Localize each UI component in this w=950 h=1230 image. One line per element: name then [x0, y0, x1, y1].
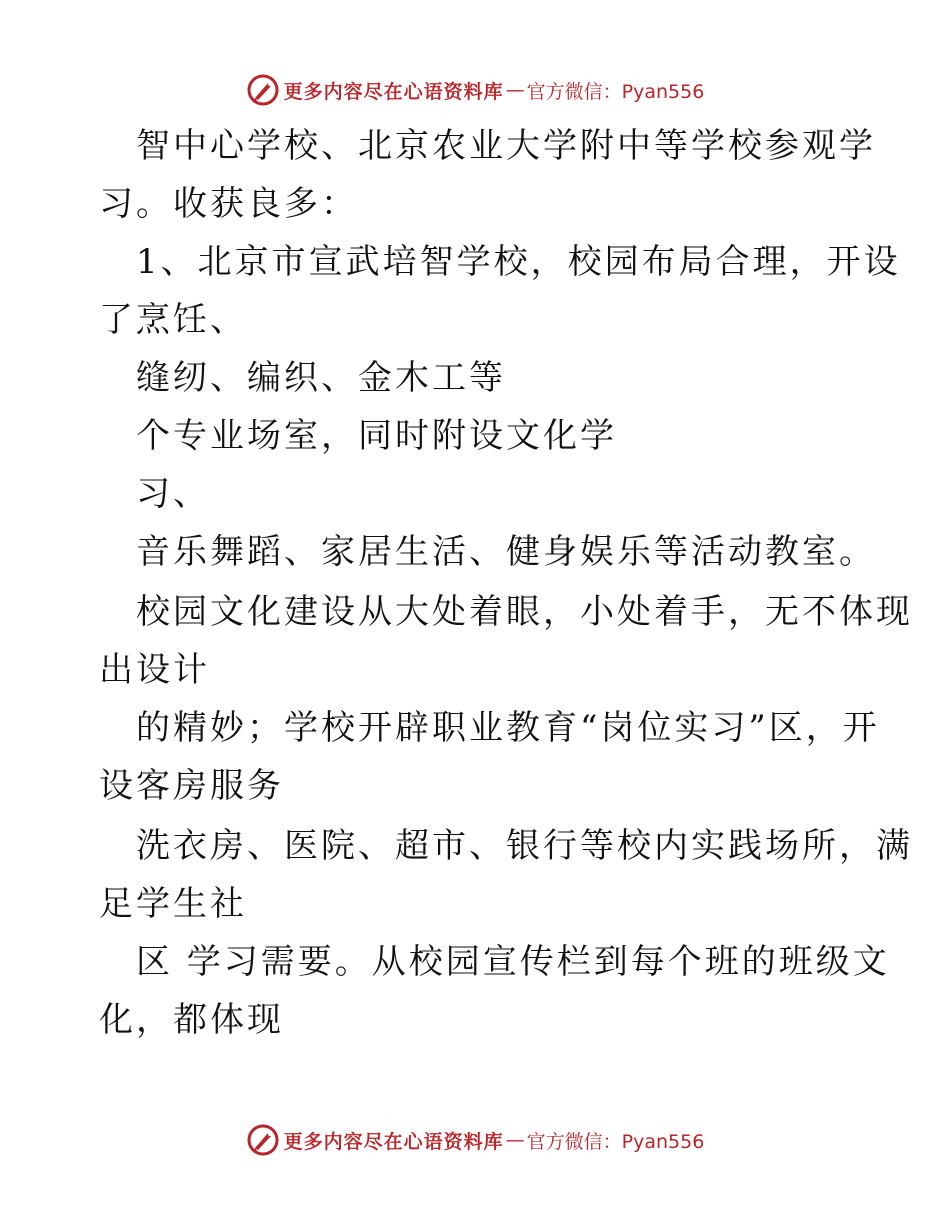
pen-logo-icon [246, 73, 280, 107]
body-line: 习。收获良多： [99, 184, 358, 224]
body-line: 区 学习需要。从校园宣传栏到每个班的班级文 [136, 942, 890, 982]
body-line: 个专业场室，同时附设文化学 [136, 416, 617, 456]
body-line: 设客房服务 [99, 766, 284, 806]
footer-brand-text: 更多内容尽在心语资料库 [283, 1130, 504, 1153]
body-line: 了烹饪、 [99, 300, 247, 340]
body-line: 智中心学校、北京农业大学附中等学校参观学 [136, 126, 876, 166]
header-wechat-text: 官方微信：Pyan556 [526, 80, 705, 103]
footer-separator: — [505, 1129, 525, 1151]
body-line: 足学生社 [99, 884, 247, 924]
body-line: 习、 [136, 474, 210, 514]
body-line: 出设计 [99, 650, 210, 690]
header-banner [0, 70, 950, 110]
body-line: 缝纫、编织、金木工等 [136, 358, 506, 398]
body-line: 1、北京市宣武培智学校，校园布局合理，开设 [136, 242, 901, 282]
body-line: 的精妙；学校开辟职业教育“岗位实习”区，开 [136, 708, 880, 748]
pen-logo-icon [246, 1123, 280, 1157]
body-line: 化，都体现 [99, 1000, 284, 1040]
body-line: 校园文化建设从大处着眼，小处着手，无不体现 [136, 592, 913, 632]
footer-banner [0, 1120, 950, 1160]
body-line: 洗衣房、医院、超市、银行等校内实践场所，满 [136, 826, 913, 866]
header-separator: — [505, 79, 525, 101]
footer-wechat-text: 官方微信：Pyan556 [526, 1130, 705, 1153]
header-brand-text: 更多内容尽在心语资料库 [283, 80, 504, 103]
body-line: 音乐舞蹈、家居生活、健身娱乐等活动教室。 [136, 532, 876, 572]
